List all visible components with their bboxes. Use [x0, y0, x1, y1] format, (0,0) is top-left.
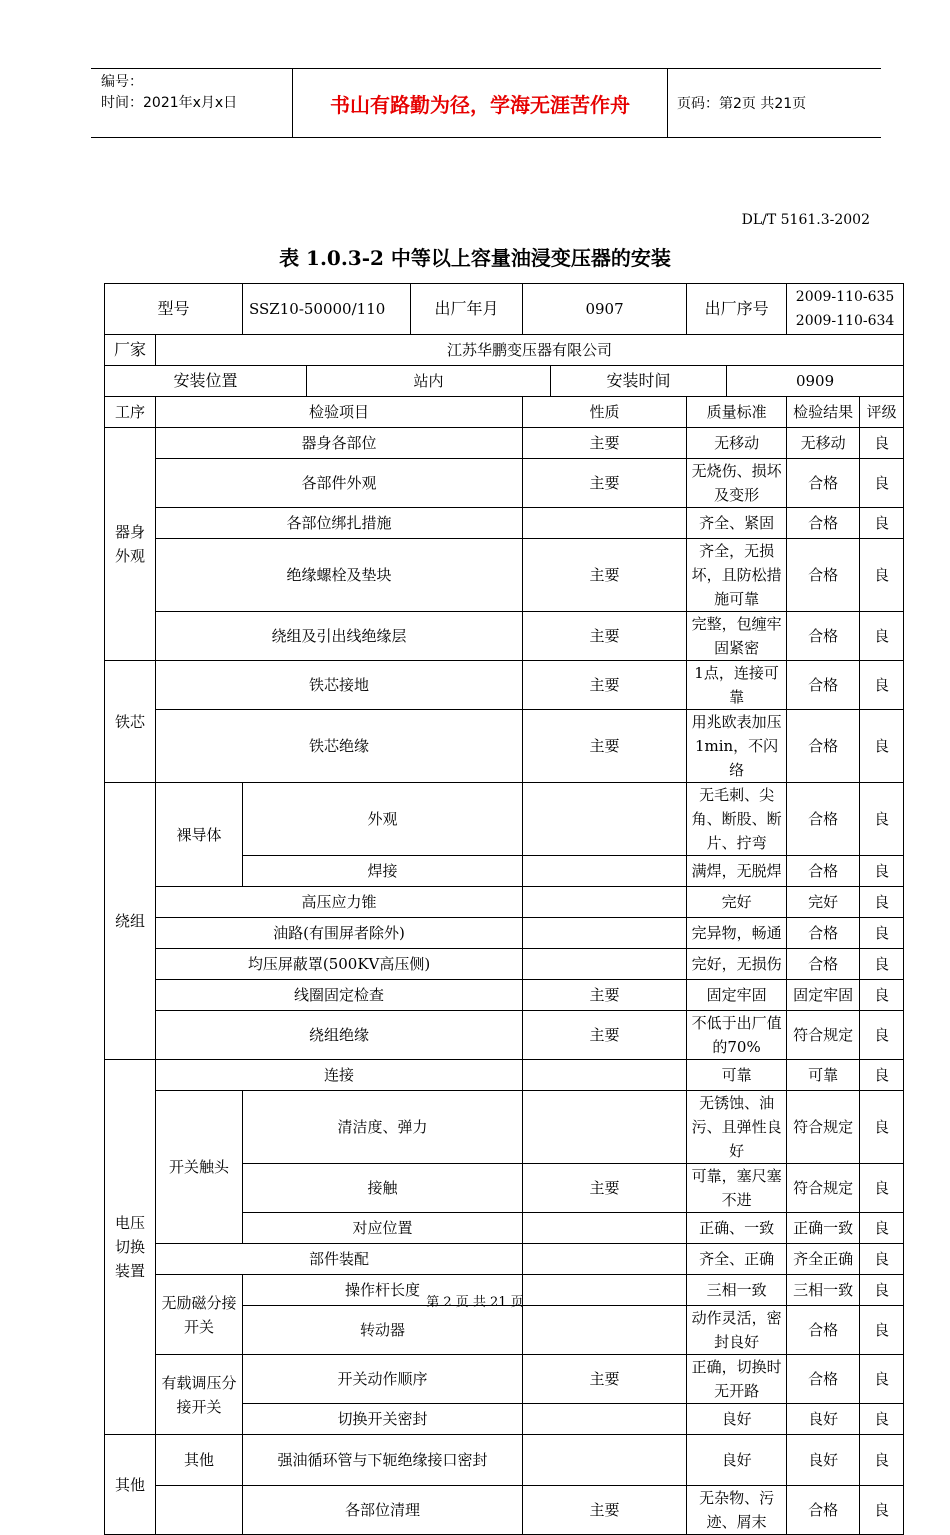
group-body-appearance: 器身外观 — [105, 428, 156, 661]
grade-cell: 良 — [860, 856, 904, 887]
standard-cell: 齐全、正确 — [687, 1244, 787, 1275]
header-page-label: 页码：第2页 共21页 — [677, 96, 807, 112]
table-row — [105, 980, 904, 1011]
standard-cell: 1点，连接可靠 — [687, 661, 787, 710]
sub-switch-contact: 开关触头 — [156, 1091, 243, 1244]
table-row — [105, 459, 904, 508]
table-row — [105, 1060, 904, 1091]
standard-cell: 无锈蚀、油污、且弹性良好 — [687, 1091, 787, 1164]
grade-cell: 良 — [860, 918, 904, 949]
item-cell: 绕组及引出线绝缘层 — [156, 612, 523, 661]
item-cell: 均压屏蔽罩(500KV高压侧) — [156, 949, 523, 980]
document-title: 表 1.0.3-2 中等以上容量油浸变压器的安装 — [279, 246, 671, 270]
empty-cell — [156, 1486, 243, 1535]
group-winding: 绕组 — [105, 783, 156, 1060]
col-nature: 性质 — [523, 397, 687, 428]
nature-cell: 主要 — [523, 980, 687, 1011]
item-cell: 操作杆长度 — [243, 1275, 523, 1306]
result-cell: 固定牢固 — [787, 980, 860, 1011]
nature-cell — [523, 508, 687, 539]
result-cell: 合格 — [787, 710, 860, 783]
result-cell: 合格 — [787, 949, 860, 980]
col-process: 工序 — [105, 397, 156, 428]
info-row-model — [105, 284, 904, 335]
install-time-value: 0909 — [727, 366, 904, 397]
table-row — [105, 508, 904, 539]
result-cell: 合格 — [787, 661, 860, 710]
grade-cell: 良 — [860, 1404, 904, 1435]
table-row — [105, 612, 904, 661]
standard-cell: 满焊，无脱焊 — [687, 856, 787, 887]
nature-cell — [523, 949, 687, 980]
item-cell: 铁芯接地 — [156, 661, 523, 710]
nature-cell — [523, 783, 687, 856]
item-cell: 绝缘螺栓及垫块 — [156, 539, 523, 612]
standard-cell: 完异物，畅通 — [687, 918, 787, 949]
item-cell: 各部位绑扎措施 — [156, 508, 523, 539]
table-row — [105, 428, 904, 459]
grade-cell: 良 — [860, 612, 904, 661]
grade-cell: 良 — [860, 887, 904, 918]
model-value: SSZ10-50000/110 — [243, 284, 411, 335]
result-cell: 可靠 — [787, 1060, 860, 1091]
nature-cell — [523, 1404, 687, 1435]
result-cell: 良好 — [787, 1435, 860, 1486]
grade-cell: 良 — [860, 783, 904, 856]
grade-cell: 良 — [860, 1164, 904, 1213]
inspection-table — [104, 283, 904, 1535]
grade-cell: 良 — [860, 980, 904, 1011]
nature-cell: 主要 — [523, 661, 687, 710]
result-cell: 合格 — [787, 612, 860, 661]
motto: 书山有路勤为径，学海无涯苦作舟 — [292, 69, 668, 137]
item-cell: 油路(有围屏者除外) — [156, 918, 523, 949]
grade-cell: 良 — [860, 1060, 904, 1091]
table-row — [105, 1355, 904, 1404]
nature-cell — [523, 1244, 687, 1275]
nature-cell: 主要 — [523, 428, 687, 459]
standard-cell: 可靠 — [687, 1060, 787, 1091]
col-result: 检验结果 — [787, 397, 860, 428]
result-cell: 良好 — [787, 1404, 860, 1435]
item-cell: 清洁度、弹力 — [243, 1091, 523, 1164]
item-cell: 外观 — [243, 783, 523, 856]
result-cell: 合格 — [787, 539, 860, 612]
standard-cell: 完好，无损伤 — [687, 949, 787, 980]
time-label: 时间：2021年x月x日 — [101, 95, 238, 111]
table-row — [105, 887, 904, 918]
table-row — [105, 1011, 904, 1060]
result-cell: 合格 — [787, 918, 860, 949]
sub-bare-conductor: 裸导体 — [156, 783, 243, 887]
table-row — [105, 1091, 904, 1164]
table-row — [105, 949, 904, 980]
result-cell: 合格 — [787, 459, 860, 508]
nature-cell — [523, 1435, 687, 1486]
result-cell: 合格 — [787, 856, 860, 887]
location-value: 站内 — [307, 366, 551, 397]
result-cell: 符合规定 — [787, 1164, 860, 1213]
result-cell: 正确一致 — [787, 1213, 860, 1244]
result-cell: 合格 — [787, 1355, 860, 1404]
grade-cell: 良 — [860, 1435, 904, 1486]
maker-label: 厂家 — [105, 335, 156, 366]
standard-cell: 良好 — [687, 1404, 787, 1435]
item-cell: 焊接 — [243, 856, 523, 887]
nature-cell: 主要 — [523, 1011, 687, 1060]
standard-cell: 正确，切换时无开路 — [687, 1355, 787, 1404]
code-label: 编号： — [101, 74, 143, 90]
standard-cell: 用兆欧表加压1min，不闪络 — [687, 710, 787, 783]
grade-cell: 良 — [860, 1091, 904, 1164]
standard-cell: 动作灵活，密封良好 — [687, 1306, 787, 1355]
item-cell: 转动器 — [243, 1306, 523, 1355]
result-cell: 符合规定 — [787, 1091, 860, 1164]
group-other: 其他 — [105, 1435, 156, 1535]
nature-cell: 主要 — [523, 612, 687, 661]
nature-cell: 主要 — [523, 1164, 687, 1213]
info-row-location — [105, 366, 904, 397]
standard-cell: 齐全、紧固 — [687, 508, 787, 539]
item-cell: 对应位置 — [243, 1213, 523, 1244]
standard-code: DL/T 5161.3-2002 — [741, 212, 870, 228]
standard-cell: 正确、一致 — [687, 1213, 787, 1244]
nature-cell — [523, 1213, 687, 1244]
result-cell: 齐全正确 — [787, 1244, 860, 1275]
grade-cell: 良 — [860, 459, 904, 508]
model-label: 型号 — [105, 284, 243, 335]
table-row — [105, 1435, 904, 1486]
col-item: 检验项目 — [156, 397, 523, 428]
standard-cell: 无杂物、污迹、屑末 — [687, 1486, 787, 1535]
sub-no-load-tap-changer: 无励磁分接开关 — [156, 1275, 243, 1355]
standard-cell: 固定牢固 — [687, 980, 787, 1011]
item-cell: 切换开关密封 — [243, 1404, 523, 1435]
nature-cell: 主要 — [523, 1486, 687, 1535]
standard-cell: 不低于出厂值的70% — [687, 1011, 787, 1060]
result-cell: 符合规定 — [787, 1011, 860, 1060]
item-cell: 连接 — [156, 1060, 523, 1091]
grade-cell: 良 — [860, 1355, 904, 1404]
nature-cell — [523, 887, 687, 918]
item-cell: 线圈固定检查 — [156, 980, 523, 1011]
install-time-label: 安装时间 — [551, 366, 727, 397]
result-cell: 合格 — [787, 1486, 860, 1535]
nature-cell — [523, 1091, 687, 1164]
result-cell: 合格 — [787, 1306, 860, 1355]
grade-cell: 良 — [860, 1011, 904, 1060]
grade-cell: 良 — [860, 1244, 904, 1275]
nature-cell: 主要 — [523, 539, 687, 612]
grade-cell: 良 — [860, 661, 904, 710]
nature-cell: 主要 — [523, 710, 687, 783]
grade-cell: 良 — [860, 1486, 904, 1535]
standard-cell: 完好 — [687, 887, 787, 918]
group-core: 铁芯 — [105, 661, 156, 783]
item-cell: 绕组绝缘 — [156, 1011, 523, 1060]
page-header — [91, 68, 881, 138]
page-footer: 第 2 页 共 21 页 — [426, 1295, 524, 1310]
grade-cell: 良 — [860, 508, 904, 539]
grade-cell: 良 — [860, 428, 904, 459]
col-grade: 评级 — [860, 397, 904, 428]
column-header-row — [105, 397, 904, 428]
table-row — [105, 1244, 904, 1275]
nature-cell — [523, 856, 687, 887]
serial-value: 2009-110-635 2009-110-634 — [787, 284, 904, 335]
nature-cell — [523, 1306, 687, 1355]
standard-cell: 齐全，无损坏，且防松措施可靠 — [687, 539, 787, 612]
date-label: 出厂年月 — [411, 284, 523, 335]
standard-cell: 完整，包缠牢固紧密 — [687, 612, 787, 661]
standard-cell: 可靠，塞尺塞不进 — [687, 1164, 787, 1213]
info-row-maker — [105, 335, 904, 366]
nature-cell — [523, 1060, 687, 1091]
grade-cell: 良 — [860, 1306, 904, 1355]
result-cell: 合格 — [787, 508, 860, 539]
item-cell: 铁芯绝缘 — [156, 710, 523, 783]
date-value: 0907 — [523, 284, 687, 335]
result-cell: 完好 — [787, 887, 860, 918]
table-row — [105, 783, 904, 856]
table-row — [105, 918, 904, 949]
item-cell: 部件装配 — [156, 1244, 523, 1275]
result-cell: 合格 — [787, 783, 860, 856]
sub-on-load-tap-changer: 有载调压分接开关 — [156, 1355, 243, 1435]
sub-other: 其他 — [156, 1435, 243, 1486]
grade-cell: 良 — [860, 949, 904, 980]
table-row — [105, 1486, 904, 1535]
group-voltage-switch: 电压切换装置 — [105, 1060, 156, 1435]
item-cell: 各部位清理 — [243, 1486, 523, 1535]
nature-cell: 主要 — [523, 1355, 687, 1404]
nature-cell — [523, 918, 687, 949]
table-row — [105, 539, 904, 612]
standard-cell: 无烧伤、损坏及变形 — [687, 459, 787, 508]
serial-label: 出厂序号 — [687, 284, 787, 335]
item-cell: 器身各部位 — [156, 428, 523, 459]
item-cell: 开关动作顺序 — [243, 1355, 523, 1404]
grade-cell: 良 — [860, 539, 904, 612]
table-row — [105, 661, 904, 710]
header-meta — [101, 72, 291, 134]
item-cell: 接触 — [243, 1164, 523, 1213]
grade-cell: 良 — [860, 1213, 904, 1244]
standard-cell: 无毛刺、尖角、断股、断片、拧弯 — [687, 783, 787, 856]
col-standard: 质量标准 — [687, 397, 787, 428]
location-label: 安装位置 — [105, 366, 307, 397]
item-cell: 各部件外观 — [156, 459, 523, 508]
grade-cell: 良 — [860, 1275, 904, 1306]
table-row — [105, 710, 904, 783]
result-cell: 三相一致 — [787, 1275, 860, 1306]
result-cell: 无移动 — [787, 428, 860, 459]
standard-cell: 三相一致 — [687, 1275, 787, 1306]
standard-cell: 良好 — [687, 1435, 787, 1486]
maker-value: 江苏华鹏变压器有限公司 — [156, 335, 904, 366]
nature-cell: 主要 — [523, 459, 687, 508]
item-cell: 高压应力锥 — [156, 887, 523, 918]
standard-cell: 无移动 — [687, 428, 787, 459]
grade-cell: 良 — [860, 710, 904, 783]
item-cell: 强油循环管与下轭绝缘接口密封 — [243, 1435, 523, 1486]
